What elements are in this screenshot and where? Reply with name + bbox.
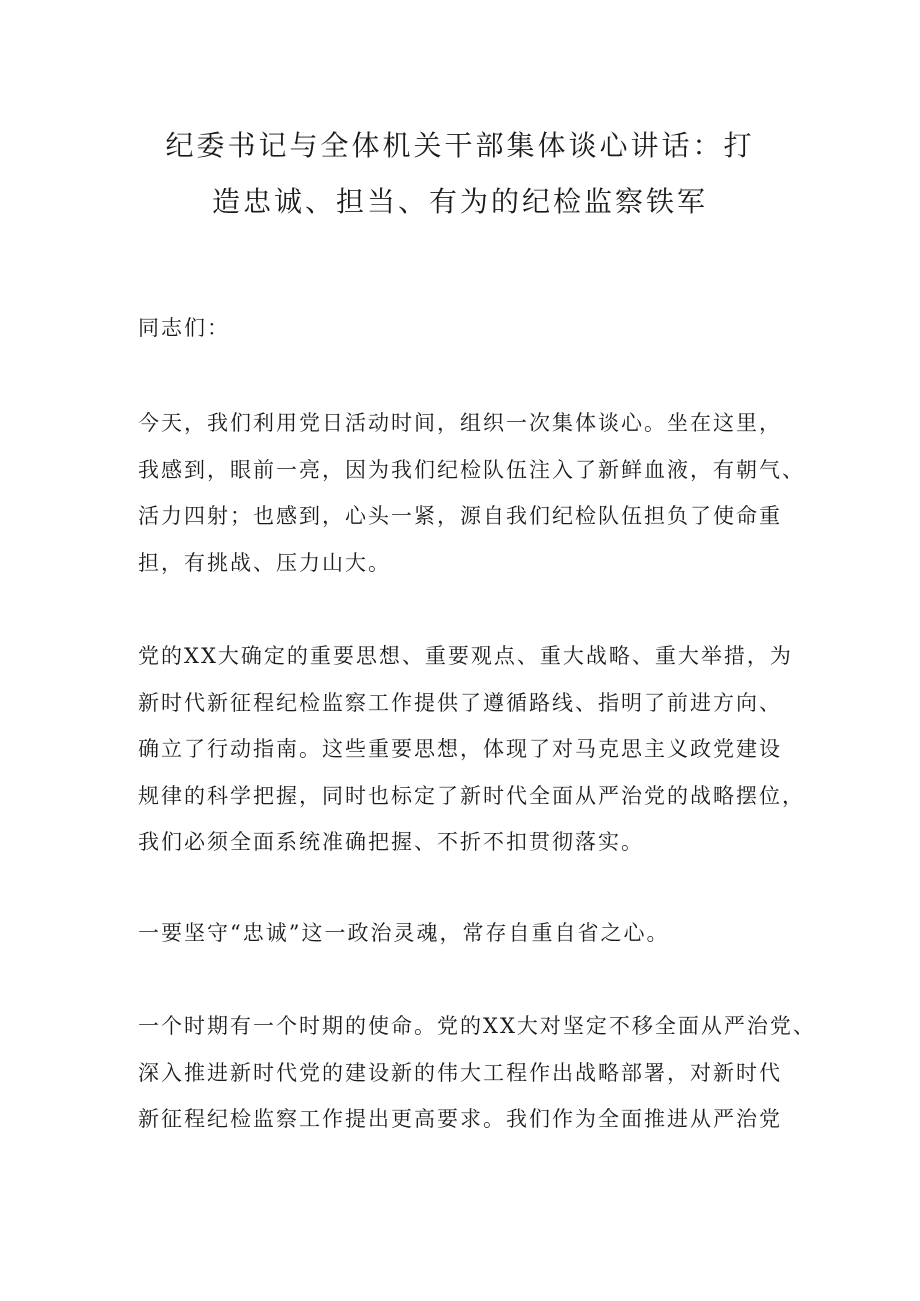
- salutation: [138, 305, 818, 352]
- salutation-text: 同志们：: [138, 316, 230, 340]
- paragraph-line: 活力四射；也感到，心头一紧，源自我们纪检队伍担负了使命重: [138, 504, 782, 528]
- paragraph-line: 今天，我们利用党日活动时间，组织一次集体谈心。坐在这里，: [138, 411, 782, 435]
- title-line: 造忠诚、担当、有为的纪检监察铁军: [211, 185, 708, 218]
- paragraph-heading-loyalty: [138, 910, 818, 957]
- title-line: 纪委书记与全体机关干部集体谈心讲话：打: [165, 129, 755, 162]
- paragraph-mission: [138, 1003, 818, 1143]
- paragraph-line: 我感到，眼前一亮，因为我们纪检队伍注入了新鲜血液，有朝气、: [138, 457, 805, 482]
- paragraph-opening: [138, 400, 818, 586]
- paragraph-line: 一个时期有一个时期的使命。党的XX大对坚定不移全面从严治党、: [138, 1014, 816, 1038]
- paragraph-line: 深入推进新时代党的建设新的伟大工程作出战略部署，对新时代: [138, 1060, 782, 1085]
- paragraph-line: 确立了行动指南。这些重要思想，体现了对马克思主义政党建设: [138, 737, 782, 761]
- paragraph-line: 新征程纪检监察工作提出更高要求。我们作为全面推进从严治党: [138, 1107, 782, 1131]
- paragraph-line: 党的XX大确定的重要思想、重要观点、重大战略、重大举措，为: [138, 644, 793, 668]
- paragraph-line: 一要坚守“忠诚”这一政治灵魂，常存自重自省之心。: [138, 921, 670, 945]
- paragraph-line: 规律的科学把握，同时也标定了新时代全面从严治党的战略摆位，: [138, 783, 805, 808]
- document-title: [120, 118, 800, 230]
- paragraph-line: 新时代新征程纪检监察工作提供了遵循路线、指明了前进方向、: [138, 690, 782, 715]
- paragraph-line: 我们必须全面系统准确把握、不折不扣贯彻落实。: [138, 830, 644, 854]
- paragraph-congress: [138, 633, 818, 866]
- paragraph-line: 担，有挑战、压力山大。: [138, 550, 391, 575]
